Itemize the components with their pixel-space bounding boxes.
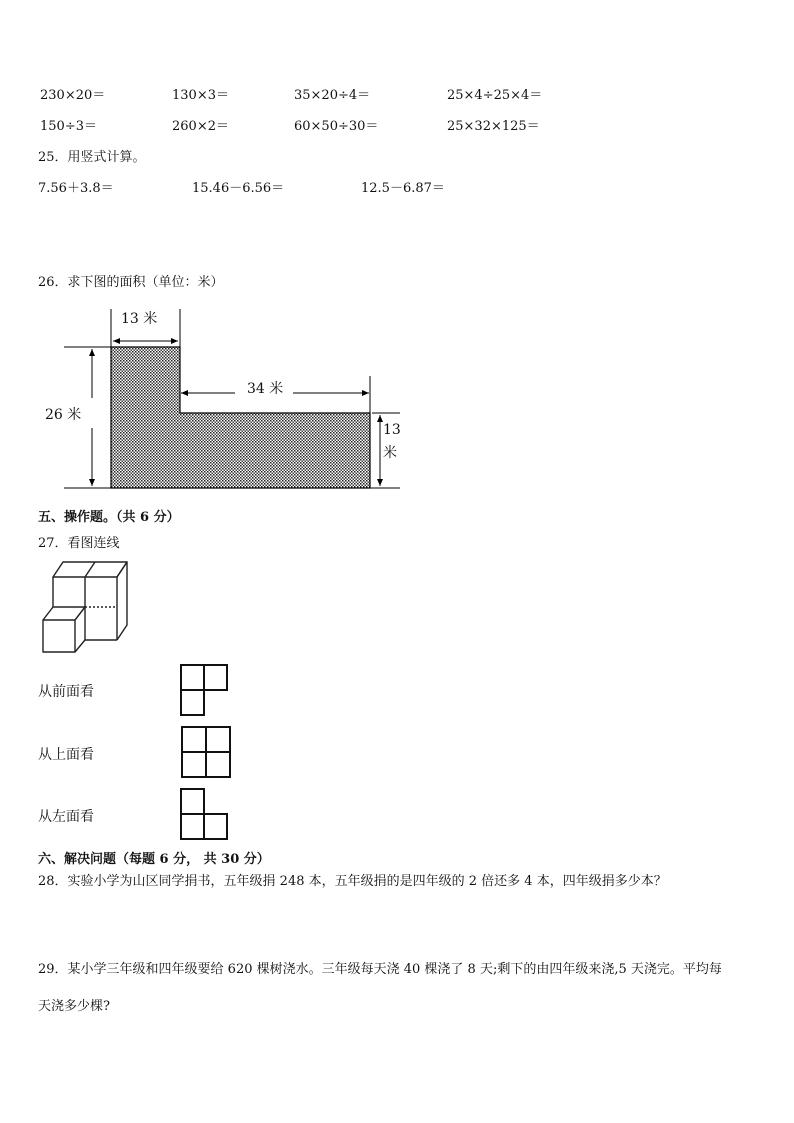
vertical-calc-item: 15.46－6.56＝ xyxy=(192,181,285,196)
view-shape-b xyxy=(182,727,230,777)
mid-width-label: 34 米 xyxy=(247,381,284,397)
view-shape-c xyxy=(181,789,227,839)
calc-item: 25×32×125＝ xyxy=(447,119,540,134)
calc-item: 130×3＝ xyxy=(172,88,229,103)
question-29-line-1: 29．某小学三年级和四年级要给 620 棵树浇水。三年级每天浇 40 棵浇了 8 天;剩下的由四年级来浇,5 天浇完。平均每 xyxy=(38,962,722,977)
calc-item: 25×4÷25×4＝ xyxy=(447,88,543,103)
calc-item: 150÷3＝ xyxy=(40,119,97,134)
calc-item: 60×50÷30＝ xyxy=(294,119,379,134)
vertical-calc-item: 7.56＋3.8＝ xyxy=(38,181,114,196)
question-25-title: 25．用竖式计算。 xyxy=(38,150,146,165)
section-6-title: 六、解决问题（每题 6 分， 共 30 分） xyxy=(38,852,270,867)
calc-item: 35×20÷4＝ xyxy=(294,88,371,103)
left-height-label: 26 米 xyxy=(45,407,82,423)
question-29-line-2: 天浇多少棵? xyxy=(38,999,110,1014)
right-height-label-number: 13 xyxy=(383,422,401,438)
question-27-title: 27．看图连线 xyxy=(38,536,120,551)
right-height-label-unit: 米 xyxy=(383,445,397,461)
calc-item: 260×2＝ xyxy=(172,119,229,134)
view-shape-a xyxy=(181,665,227,715)
question-26-title: 26．求下图的面积（单位：米） xyxy=(38,275,224,290)
top-width-label: 13 米 xyxy=(121,311,158,327)
question-28: 28．实验小学为山区同学捐书，五年级捐 248 本，五年级捐的是四年级的 2 倍还多 4 本，四年级捐多少本？ xyxy=(38,874,667,889)
section-5-title: 五、操作题。（共 6 分） xyxy=(38,510,180,525)
vertical-calc-item: 12.5－6.87＝ xyxy=(361,181,445,196)
view-label-left: 从左面看 xyxy=(38,809,94,825)
calc-item: 230×20＝ xyxy=(40,88,106,103)
view-label-front: 从前面看 xyxy=(38,684,94,700)
view-label-top: 从上面看 xyxy=(38,747,94,763)
